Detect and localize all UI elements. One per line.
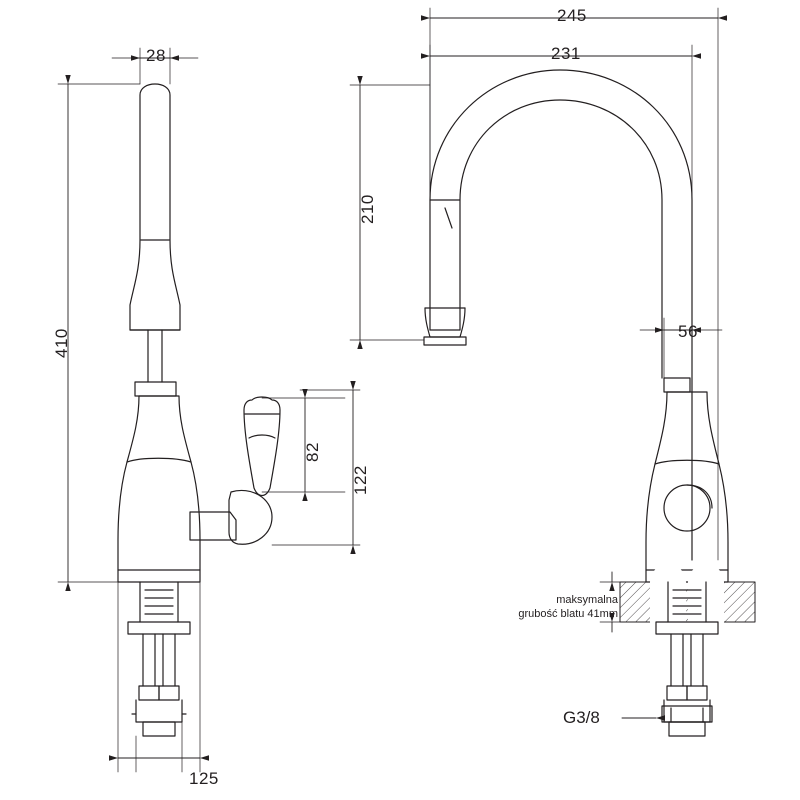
dimension-label-handle-height: 82	[303, 442, 322, 462]
dimension-label-spout-top-width: 28	[146, 46, 166, 65]
dimension-label-body-width: 56	[678, 322, 698, 341]
worktop-thickness-note	[428, 594, 618, 622]
dimension-label-total-height: 410	[52, 328, 71, 358]
dimension-label-base-width: 125	[189, 769, 219, 788]
dimension-label-reach-outer: 245	[557, 6, 587, 25]
worktop-thickness-note-line2: grubość blatu 41mm	[518, 607, 618, 620]
dimension-label-arc-height: 210	[358, 194, 377, 224]
worktop-thickness-note-line1: maksymalna	[556, 594, 618, 606]
dimension-label-handle-block-height: 122	[351, 465, 370, 495]
dimension-label-reach-inner: 231	[551, 44, 581, 63]
thread-size-label: G3/8	[563, 708, 600, 727]
